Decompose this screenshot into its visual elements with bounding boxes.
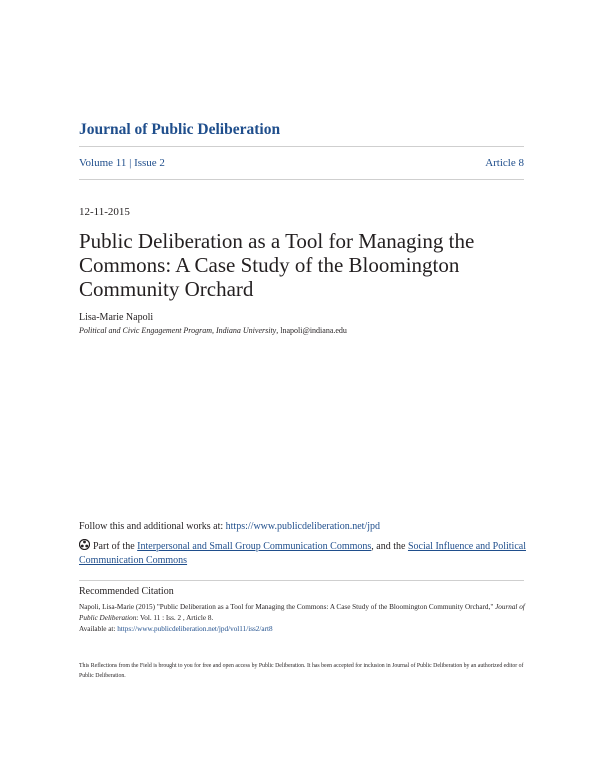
citation-heading: Recommended Citation <box>79 586 174 597</box>
volume-divider <box>79 179 524 180</box>
part-of-commons <box>79 539 529 568</box>
citation-divider <box>79 580 524 581</box>
header-divider <box>79 146 524 147</box>
citation-line2: : Vol. 11 : Iss. 2 , Article 8. <box>136 614 214 622</box>
article-number-link[interactable]: Article 8 <box>485 157 524 169</box>
follow-line <box>79 521 380 532</box>
available-label: Available at: <box>79 625 118 633</box>
footer-note: This Reflections from the Field is brought to you for free and open access by Public Deliberation. It has been accepted for inclusion in Journal of Public Deliberation by an authorized editor of Public Deliberation. <box>79 663 524 679</box>
citation-journal: Journal of Public Deliberation <box>79 603 525 622</box>
citation-text <box>79 602 529 635</box>
publication-date: 12-11-2015 <box>79 206 130 218</box>
issue-link[interactable]: Issue 2 <box>134 157 165 169</box>
author-name: Lisa-Marie Napoli <box>79 312 154 323</box>
commons-network-icon <box>79 539 90 550</box>
citation-url-link[interactable]: https://www.publicdeliberation.net/jpd/vol11/iss2/art8 <box>117 625 273 633</box>
follow-url-link[interactable]: https://www.publicdeliberation.net/jpd <box>225 521 380 532</box>
follow-label: Follow this and additional works at: <box>79 521 226 532</box>
social-influence-commons-link[interactable]: Social Influence and Political Communication Commons <box>79 541 526 566</box>
author-affiliation <box>79 326 347 335</box>
interpersonal-commons-link[interactable]: Interpersonal and Small Group Communication Commons <box>137 541 372 552</box>
volume-link[interactable]: Volume 11 <box>79 157 127 169</box>
article-title: Public Deliberation as a Tool for Managing the Commons: A Case Study of the Bloomington Community Orchard <box>79 229 475 301</box>
volume-issue-separator: | <box>126 157 135 169</box>
affiliation-text: Political and Civic Engagement Program, Indiana University <box>79 326 277 335</box>
author-email: , lnapoli@indiana.edu <box>276 326 347 335</box>
journal-title[interactable]: Journal of Public Deliberation <box>79 121 281 138</box>
citation-line1: Napoli, Lisa-Marie (2015) "Public Deliberation as a Tool for Managing the Commons: A Case Study of the Bloomington Community Orchard," <box>79 603 496 611</box>
volume-issue-line <box>79 157 524 169</box>
part-of-prefix: Part of the <box>93 541 138 552</box>
part-of-mid: , and the <box>371 541 408 552</box>
